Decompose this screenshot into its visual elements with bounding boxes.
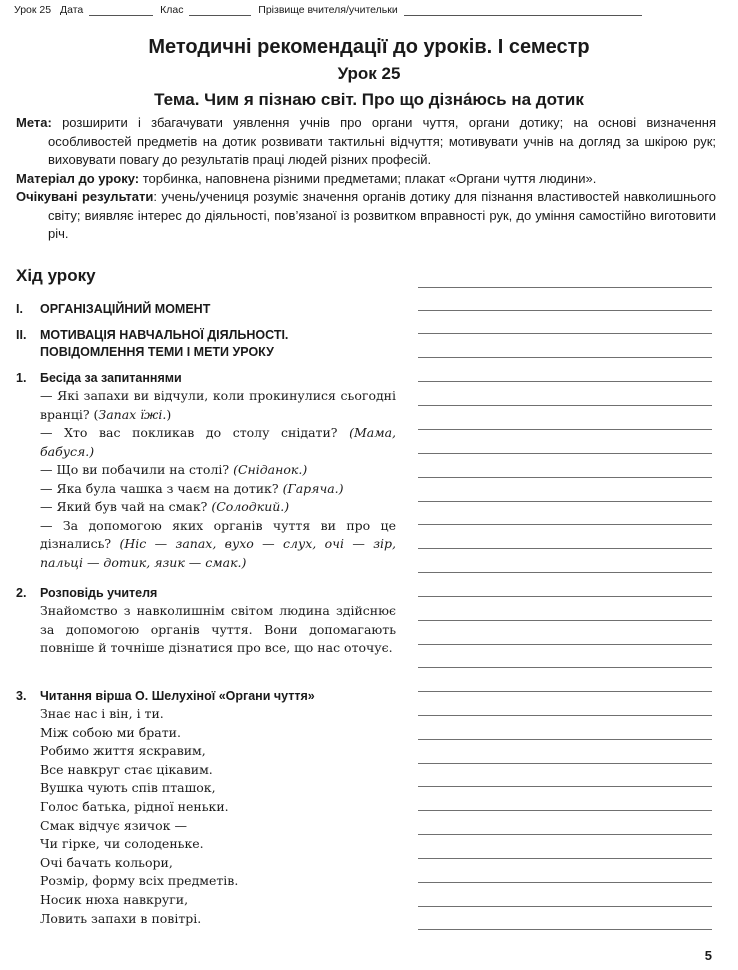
header-date-label: Дата (60, 4, 84, 16)
poem-line: Голос батька, рідної неньки. (40, 798, 229, 814)
note-line (418, 596, 712, 597)
poem-number: 3. (16, 689, 27, 703)
section-1-title: ОРГАНІЗАЦІЙНИЙ МОМЕНТ (40, 302, 211, 316)
note-line (418, 620, 712, 621)
note-line (418, 858, 712, 859)
poem-line: Між собою ми брати. (40, 724, 181, 740)
section-1-number: I. (16, 302, 23, 316)
poem-line: Носик нюха навкруги, (40, 891, 189, 907)
conversation-text (16, 387, 396, 572)
note-line (418, 691, 712, 692)
notes-lines (418, 0, 712, 970)
conversation-block (16, 370, 396, 572)
note-line (418, 501, 712, 502)
question-4: — Яка була чашка з чаєм на дотик? (Гаряча.) (40, 480, 344, 496)
poem-line: Чи гірке, чи солоденьке. (40, 836, 204, 852)
poem-lines (16, 705, 396, 928)
material-label: Матеріал до уроку: (16, 170, 140, 186)
poem-heading (16, 688, 396, 705)
material-text: торбинка, наповнена різними предметами; плакат «Органи чуття людини». (142, 170, 597, 186)
note-line (418, 405, 712, 406)
note-line (418, 882, 712, 883)
section-2-title-line2: ПОВІДОМЛЕННЯ ТЕМИ І МЕТИ УРОКУ (40, 345, 274, 359)
results-text: : учень/учениця розуміє значення органів дотику для пізнання властивостей навколишнього світу; виявляє інтерес до діяльності, пов’язаної із розвитком вправності рук, до уміння самостійно виготовити річ. (48, 189, 716, 241)
conversation-title: Бесіда за запитаннями (40, 371, 182, 385)
date-blank (89, 6, 153, 16)
section-1 (16, 301, 396, 318)
aim-text: розширити і збагачувати уявлення учнів про органи чуття, органи дотику; на основі визначення особливостей предметів на дотик розвивати тактильні відчуття; мотивувати учнів на догляд за шкірою рук; виховувати повагу до результатів праці людей різних професій. (48, 115, 716, 167)
note-line (418, 477, 712, 478)
poem-block (16, 688, 396, 928)
note-line (418, 786, 712, 787)
section-2 (16, 327, 396, 361)
header-teacher-label: Прізвище вчителя/учительки (258, 4, 398, 16)
note-line (418, 644, 712, 645)
note-line (418, 763, 712, 764)
note-line (418, 429, 712, 430)
note-line (418, 906, 712, 907)
note-line (418, 810, 712, 811)
story-block (16, 585, 396, 658)
question-1: — Які запахи ви відчули, коли прокинулися сьогодні вранці? (Запах їжі.) (40, 388, 396, 422)
poem-line: Знає нас і він, і ти. (40, 706, 164, 721)
course-heading: Хід уроку (16, 266, 96, 285)
section-2-number: II. (16, 328, 27, 342)
note-line (418, 834, 712, 835)
poem-line: Смак відчує язичок — (40, 817, 187, 833)
note-line (418, 667, 712, 668)
note-line (418, 524, 712, 525)
poem-line: Ловить запахи в повітрі. (40, 910, 202, 926)
aim-label: Мета: (16, 115, 52, 130)
note-line (418, 333, 712, 334)
poem-line: Очі бачать кольори, (40, 854, 173, 870)
results-label: Очікувані результати (16, 189, 154, 204)
section-2-title-line1: МОТИВАЦІЯ НАВЧАЛЬНОЇ ДІЯЛЬНОСТІ. (40, 328, 289, 342)
poem-line: Вушка чують спів пташок, (40, 780, 216, 796)
poem-line: Робимо життя яскравим, (40, 743, 206, 759)
class-blank (189, 6, 251, 16)
note-line (418, 453, 712, 454)
topic-title: Тема. Чим я пізнаю світ. Про що дізна́юсь на дотик (154, 90, 584, 109)
question-6: — За допомогою яких органів чуття ви про це дізнались? (Ніс — запах, вухо — слух, очі — зір, пальці — дотик, язик — смак.) (40, 517, 396, 570)
page-title: Методичні рекомендації до уроків. I семестр (148, 36, 590, 58)
poem-line: Все навкруг стає цікавим. (40, 761, 213, 777)
question-3: — Що ви побачили на столі? (Сніданок.) (40, 462, 308, 477)
conversation-heading (16, 370, 396, 387)
story-text: Знайомство з навколишнім світом людина здійснює за допомогою органів чуття. Вони допомагають повніше й точніше дізнатися про все, що нас оточує. (40, 603, 396, 655)
header-lesson: Урок 25 (14, 4, 52, 16)
note-line (418, 287, 712, 288)
story-heading (16, 585, 396, 602)
poem-title: Читання вірша О. Шелухіної «Органи чуття» (40, 689, 315, 703)
lesson-title: Урок 25 (337, 64, 401, 83)
page-number: 5 (704, 948, 712, 963)
header-class-label: Клас (160, 4, 184, 16)
story-number: 2. (16, 586, 27, 600)
note-line (418, 929, 712, 930)
note-line (418, 739, 712, 740)
question-5: — Який був чай на смак? (Солодкий.) (40, 499, 290, 514)
note-line (418, 715, 712, 716)
note-line (418, 310, 712, 311)
question-2: — Хто вас покликав до столу снідати? (Мама, бабуся.) (40, 425, 396, 459)
note-line (418, 357, 712, 358)
poem-line: Розмір, форму всіх предметів. (40, 873, 239, 889)
note-line (418, 381, 712, 382)
conversation-number: 1. (16, 371, 27, 385)
story-title: Розповідь учителя (40, 586, 158, 600)
note-line (418, 572, 712, 573)
note-line (418, 548, 712, 549)
